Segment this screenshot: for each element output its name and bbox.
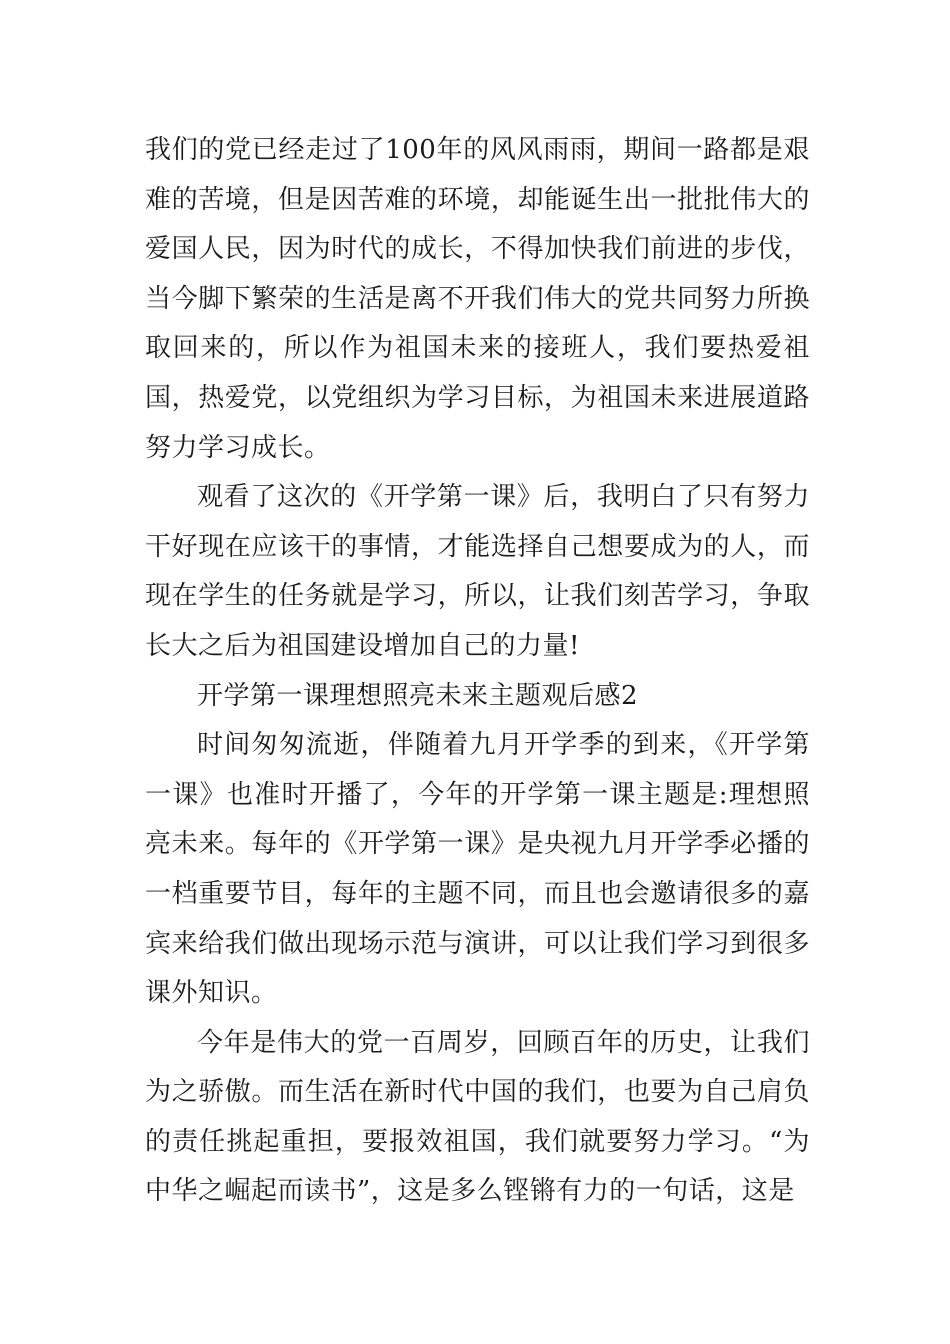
document-body	[145, 126, 810, 1217]
paragraph-first-lesson-reflection: 观看了这次的《开学第一课》后，我明白了只有努力干好现在应该干的事情，才能选择自己想要成为的人，而现在学生的任务就是学习，所以，让我们刻苦学习，争取长大之后为祖国建设增加自己的力量!	[145, 482, 810, 661]
paragraph-party-history: 我们的党已经走过了100年的风风雨雨，期间一路都是艰难的苦境，但是因苦难的环境，却能诞生出一批批伟大的爱国人民，因为时代的成长，不得加快我们前进的步伐，当今脚下繁荣的生活是离不开我们伟大的党共同努力所换取回来的，所以作为祖国未来的接班人，我们要热爱祖国，热爱党，以党组织为学习目标，为祖国未来进展道路努力学习成长。	[145, 135, 810, 463]
section-heading: 开学第一课理想照亮未来主题观后感2	[197, 680, 639, 711]
paragraph-party-centenary: 今年是伟大的党一百周岁，回顾百年的历史，让我们为之骄傲。而生活在新时代中国的我们，也要为自己肩负的责任挑起重担，要报效祖国，我们就要努力学习。“为中华之崛起而读书”，这是多么铿锵有力的一句话，这是	[145, 1027, 810, 1207]
paragraph-september-broadcast: 时间匆匆流逝，伴随着九月开学季的到来，《开学第一课》也准时开播了，今年的开学第一课主题是:理想照亮未来。每年的《开学第一课》是央视九月开学季必播的一档重要节目，每年的主题不同，而且也会邀请很多的嘉宾来给我们做出现场示范与演讲，可以让我们学习到很多课外知识。	[145, 730, 810, 1009]
